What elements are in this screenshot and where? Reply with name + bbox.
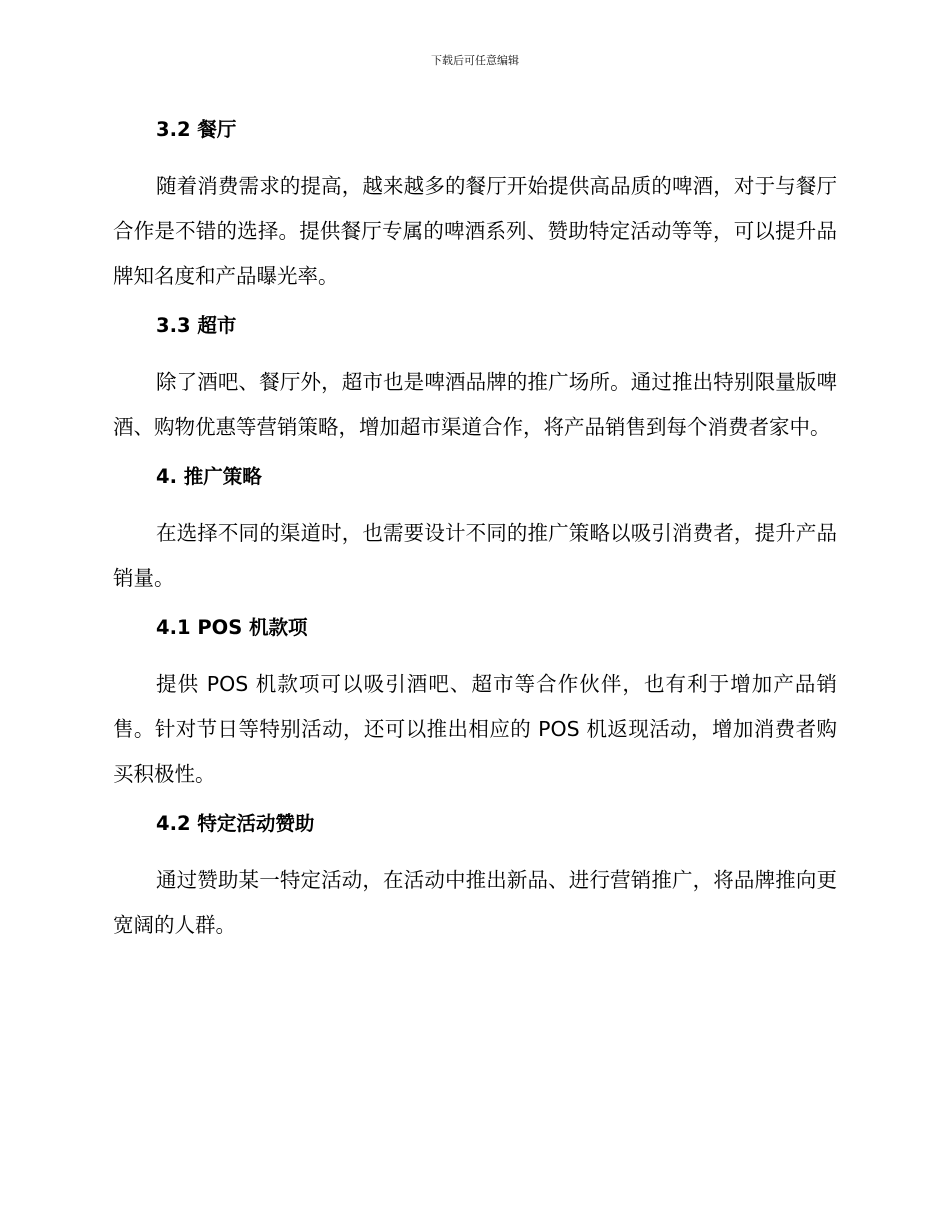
section-heading-3-3: 3.3 超市 (156, 314, 237, 337)
section-paragraph-4-2: 通过赞助某一特定活动，在活动中推出新品、进行营销推广，将品牌推向更宽阔的人群。 (113, 868, 837, 937)
section-paragraph-3-3: 除了酒吧、餐厅外，超市也是啤酒品牌的推广场所。通过推出特别限量版啤酒、购物优惠等营销策略，增加超市渠道合作，将产品销售到每个消费者家中。 (113, 370, 837, 439)
section-heading-4-1: 4.1 POS 机款项 (156, 616, 308, 639)
section-paragraph-3-2: 随着消费需求的提高，越来越多的餐厅开始提供高品质的啤酒，对于与餐厅合作是不错的选择。提供餐厅专属的啤酒系列、赞助特定活动等等，可以提升品牌知名度和产品曝光率。 (113, 174, 837, 288)
section-paragraph-4: 在选择不同的渠道时，也需要设计不同的推广策略以吸引消费者，提升产品销量。 (113, 521, 837, 590)
page-header: 下载后可任意编辑 (431, 54, 519, 67)
section-heading-3-2: 3.2 餐厅 (156, 118, 237, 141)
document-body (113, 112, 837, 948)
section-heading-4: 4. 推广策略 (156, 465, 262, 488)
section-paragraph-4-1: 提供 POS 机款项可以吸引酒吧、超市等合作伙伴，也有利于增加产品销售。针对节日等特别活动，还可以推出相应的 POS 机返现活动，增加消费者购买积极性。 (113, 672, 837, 786)
section-heading-4-2: 4.2 特定活动赞助 (156, 812, 315, 835)
